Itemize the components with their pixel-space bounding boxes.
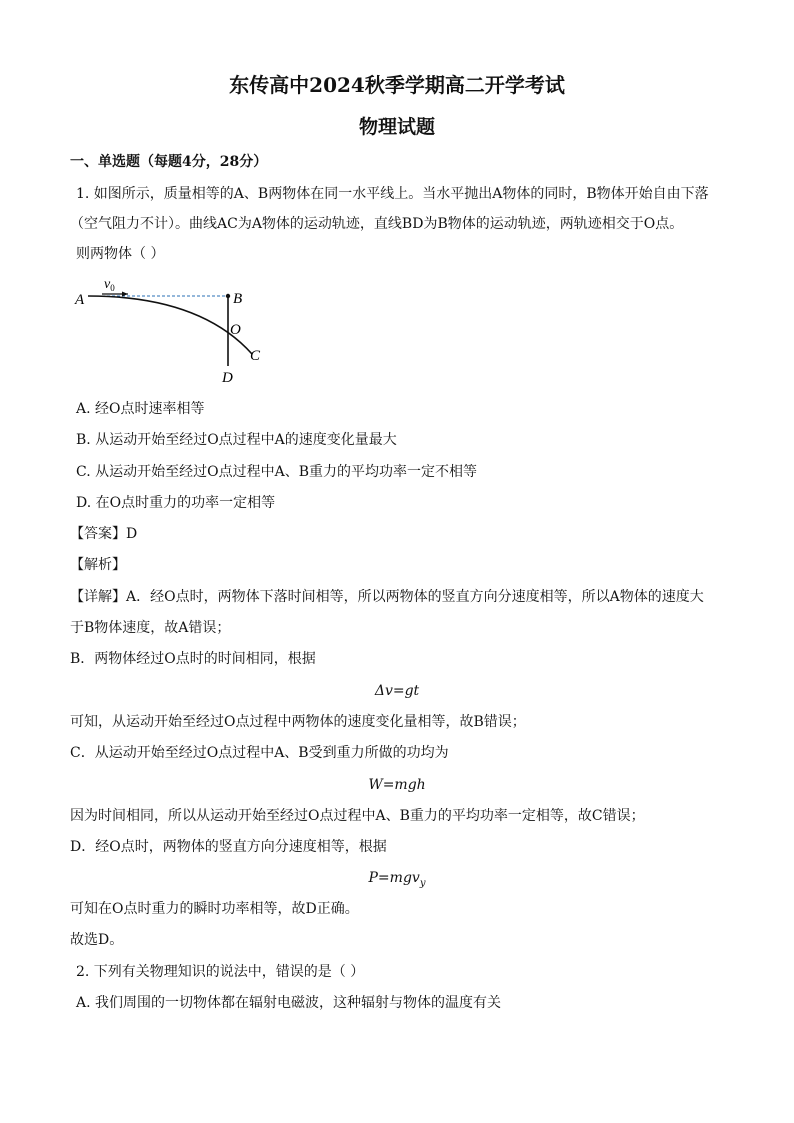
formula-power: P=mgv$_y$	[368, 870, 426, 889]
q1-detail-line7: D．经O点时，两物体的竖直方向分速度相等，根据	[70, 839, 387, 855]
label-B: B	[233, 291, 243, 307]
q1-stem-line3: 则两物体（ ）	[76, 246, 165, 262]
q1-option-d: D. 在O点时重力的功率一定相等	[76, 495, 276, 511]
label-C: C	[250, 348, 261, 364]
q1-detail-line8: 可知在O点时重力的瞬时功率相等，故D正确。	[70, 901, 359, 917]
q1-option-b: B. 从运动开始至经过O点过程中A的速度变化量最大	[76, 432, 397, 448]
q1-option-c: C. 从运动开始至经过O点过程中A、B重力的平均功率一定不相等	[76, 464, 477, 480]
section-heading: 一、单选题（每题4分，28分）	[70, 154, 268, 170]
q1-detail-line6: 因为时间相同，所以从运动开始至经过O点过程中A、B重力的平均功率一定相等，故C错误；	[70, 808, 645, 824]
q1-detail-line1: 【详解】A．经O点时，两物体下落时间相等，所以两物体的竖直方向分速度相等，所以A物体的速度大	[70, 589, 704, 605]
label-D: D	[222, 370, 233, 386]
q1-figure	[70, 272, 280, 390]
point-B	[226, 294, 230, 298]
q1-detail-line2: 于B物体速度，故A错误；	[70, 620, 231, 636]
q1-stem-line1: 1. 如图所示，质量相等的A、B两物体在同一水平线上。当水平抛出A物体的同时，B物体开始自由下落	[76, 186, 709, 202]
q1-detail-line3: B．两物体经过O点时的时间相同，根据	[70, 651, 316, 667]
exam-subtitle: 物理试题	[358, 116, 435, 138]
label-v0: $v_0$	[104, 277, 115, 293]
q1-stem-line2: （空气阻力不计）。曲线AC为A物体的运动轨迹，直线BD为B物体的运动轨迹，两轨迹相交于O点。	[70, 216, 684, 232]
label-A: A	[75, 292, 85, 308]
q2-option-a: A. 我们周围的一切物体都在辐射电磁波，这种辐射与物体的温度有关	[76, 995, 502, 1011]
formula-work: W=mgh	[368, 777, 426, 793]
q1-conclusion: 故选D。	[70, 932, 124, 948]
q1-option-a: A. 经O点时速率相等	[76, 401, 205, 417]
q1-detail-line5: C．从运动开始至经过O点过程中A、B受到重力所做的功均为	[70, 745, 449, 761]
q1-detail-line4: 可知，从运动开始至经过O点过程中两物体的速度变化量相等，故B错误；	[70, 714, 526, 730]
exam-title: 东传高中2024秋季学期高二开学考试	[229, 73, 565, 97]
q1-analysis-title: 【解析】	[70, 557, 126, 573]
formula-delta-v: Δv=gt	[374, 683, 420, 699]
q2-stem: 2. 下列有关物理知识的说法中，错误的是（ ）	[76, 964, 365, 980]
q1-answer: 【答案】D	[70, 526, 138, 542]
label-O: O	[230, 322, 241, 338]
